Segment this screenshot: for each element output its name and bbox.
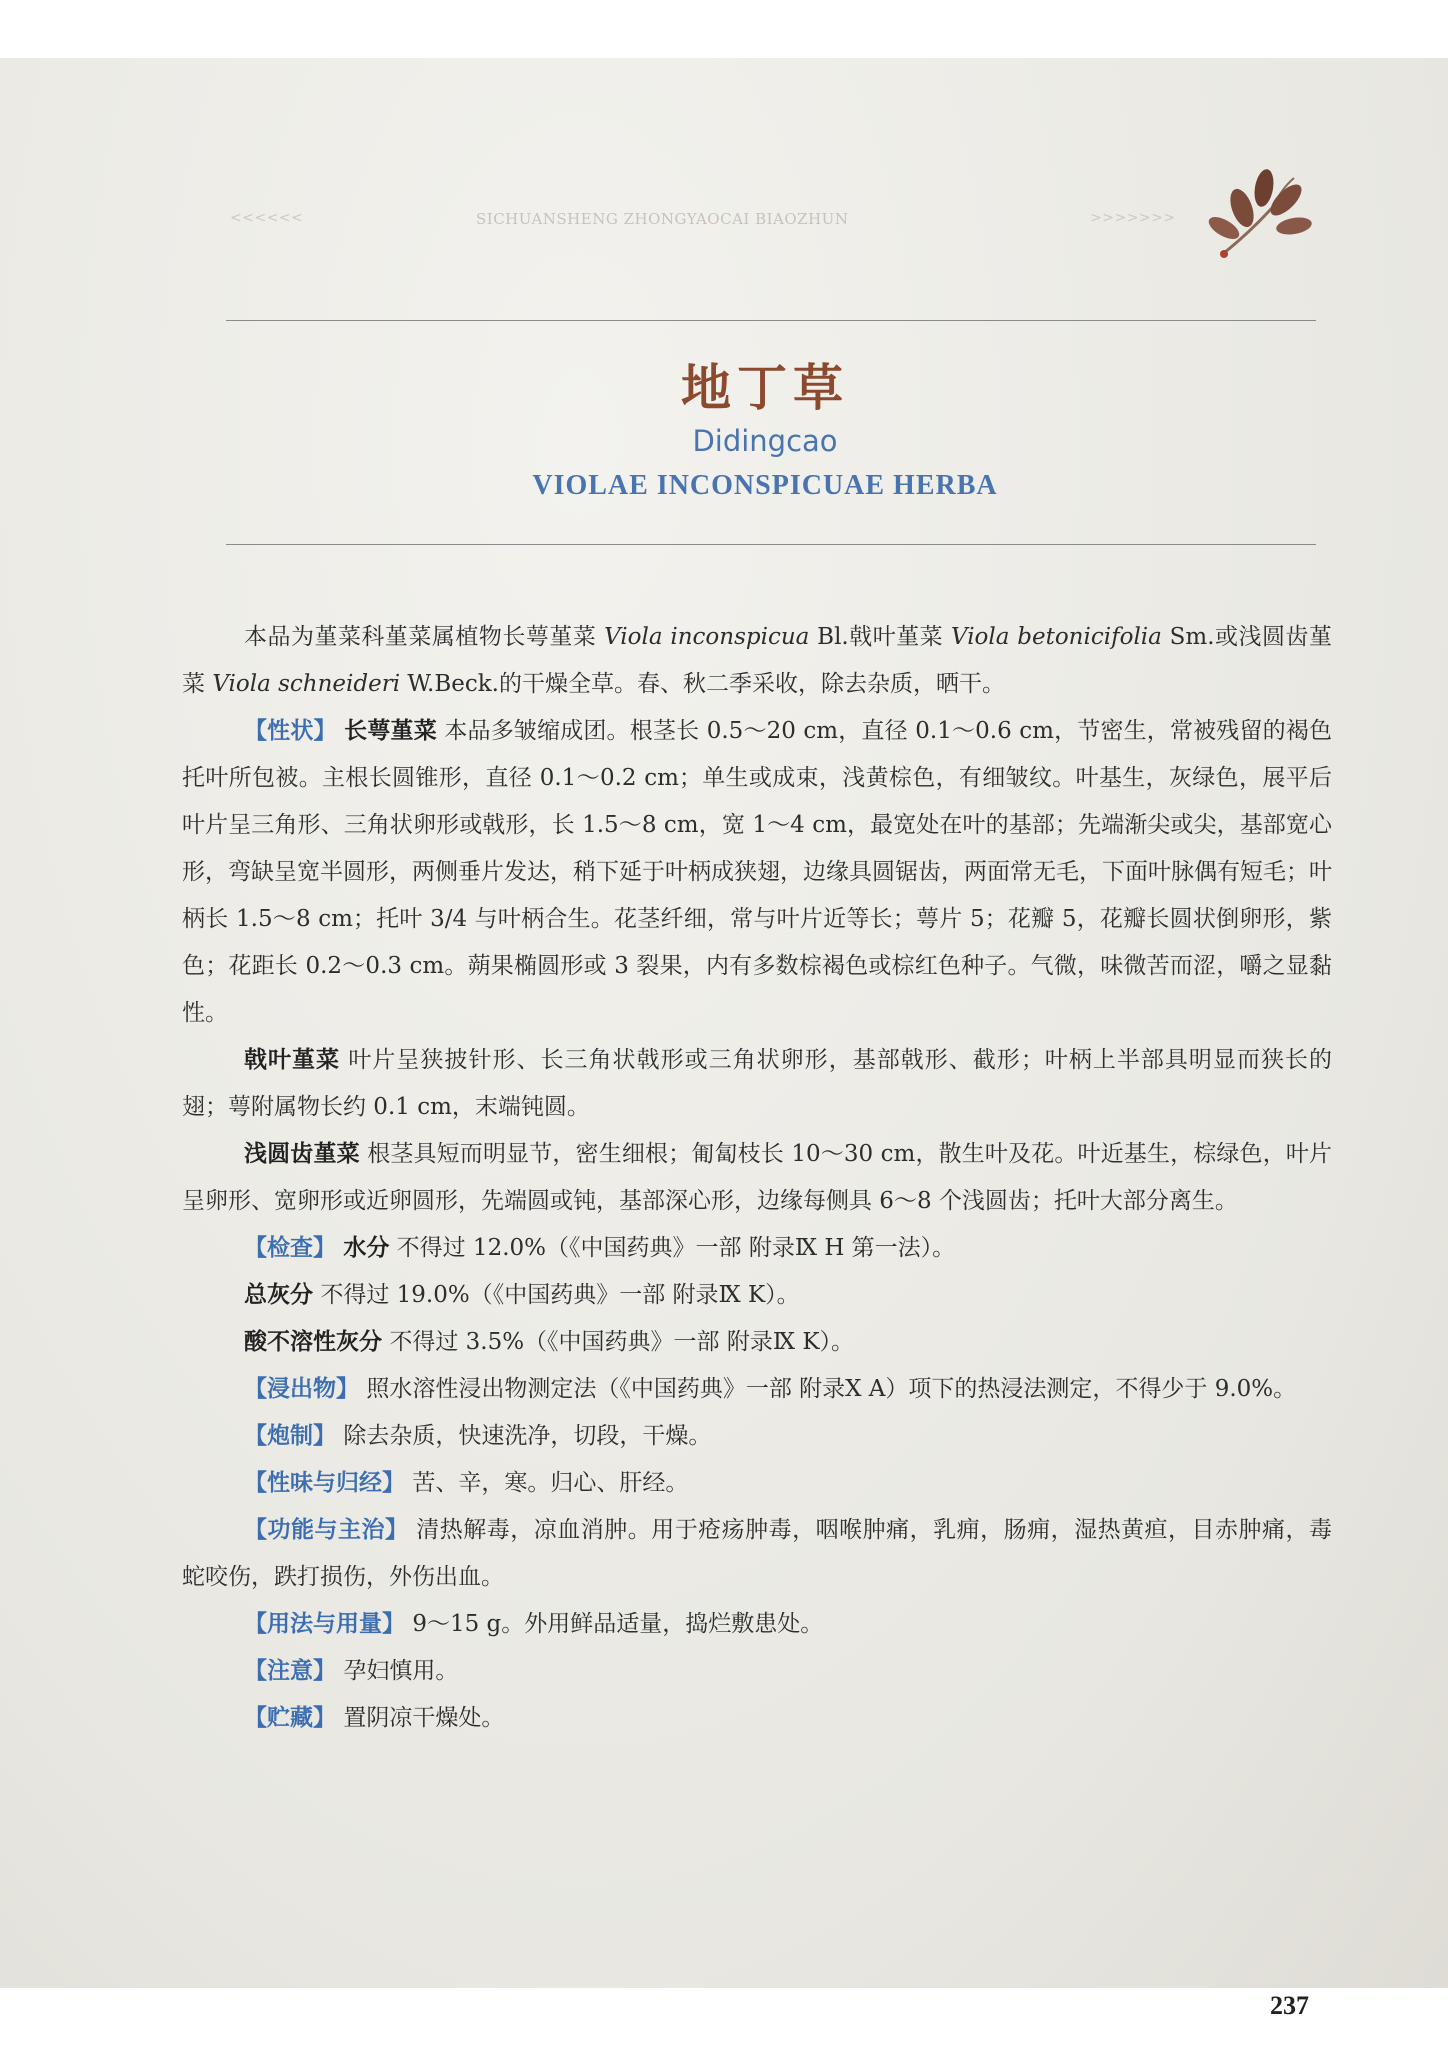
book-page (0, 58, 1448, 2020)
right-arrows-ornament: >>>>>>> (1090, 210, 1176, 226)
section-text: 照水溶性浸出物测定法（《中国药典》一部 附录Ⅹ A）项下的热浸法测定，不得少于 9.0%。 (366, 1376, 1297, 1402)
title-latin: VIOLAE INCONSPICUAE HERBA (532, 470, 998, 501)
section-text: 本品多皱缩成团。根茎长 0.5～20 cm，直径 0.1～0.6 cm，节密生，常被残留的褐色托叶所包被。主根长圆锥形，直径 0.1～0.2 cm；单生或成束，浅黄棕色，有细皱纹。叶基生，灰绿色，展平后叶片呈三角形、三角状卵形或戟形，长 1.5～8 cm，宽 1～4 cm，最宽处在叶的基部；先端渐尖或尖，基部宽心形，弯缺呈宽半圆形，两侧垂片发达，稍下延于叶柄成狭翅，边缘具圆锯齿，两面常无毛，下面叶脉偶有短毛；叶柄长 1.5～8 cm；托叶 3/4 与叶柄合生。花茎纤细，常与叶片近等长；萼片 5；花瓣 5，花瓣长圆状倒卵形，紫色；花距长 0.2～0.3 cm。蒴果椭圆形或 3 裂果，内有多数棕褐色或棕红色种子。气微，味微苦而涩，嚼之显黏性。 (182, 718, 1332, 1026)
intro-paragraph (182, 614, 1332, 708)
section-label: 【浸出物】 (244, 1376, 359, 1402)
section-zhucang (182, 1695, 1332, 1742)
section-text: 孕妇慎用。 (343, 1658, 459, 1684)
section-jinchuwu (182, 1366, 1332, 1413)
title-chinese: 地丁草 (681, 358, 849, 417)
running-title: SICHUANSHENG ZHONGYAOCAI BIAOZHUN (476, 210, 849, 228)
running-header (200, 210, 1200, 234)
bottom-divider (226, 544, 1316, 545)
subheading: 戟叶堇菜 (244, 1047, 341, 1073)
section-label: 【用法与用量】 (244, 1611, 405, 1637)
subheading: 总灰分 (244, 1282, 313, 1308)
section-label: 【性状】 (244, 718, 337, 744)
intro-text-2: Bl.戟叶堇菜 (809, 624, 951, 650)
section-text: 根茎具短而明显节，密生细根；匍匐枝长 10～30 cm，散生叶及花。叶近基生，棕绿色，叶片呈卵形、宽卵形或近卵圆形，先端圆或钝，基部深心形，边缘每侧具 6～8 个浅圆齿；托叶大部分离生。 (182, 1141, 1333, 1214)
latin-name-3: Viola schneideri (212, 671, 401, 697)
latin-name-1: Viola inconspicua (604, 624, 810, 650)
section-text: 9～15 g。外用鲜品适量，捣烂敷患处。 (412, 1611, 824, 1637)
section-zonghuifen (182, 1272, 1332, 1319)
leaf-sprig-icon (1194, 158, 1314, 268)
intro-text-3: Sm.或浅圆齿堇菜 (182, 624, 1332, 697)
section-text: 除去杂质，快速洗净，切段，干燥。 (343, 1423, 712, 1449)
section-text: 置阴凉干燥处。 (343, 1705, 505, 1731)
monograph-body (182, 614, 1332, 1742)
section-text: 不得过 12.0%（《中国药典》一部 附录Ⅸ H 第一法）。 (396, 1235, 956, 1261)
section-yongfa (182, 1601, 1332, 1648)
page-number: 237 (1270, 1991, 1309, 2020)
intro-text-1: 本品为堇菜科堇菜属植物长萼堇菜 (244, 624, 605, 650)
section-qianyuanchi (182, 1131, 1332, 1225)
section-label: 【检查】 (244, 1235, 336, 1261)
section-label: 【注意】 (244, 1658, 336, 1684)
subheading: 浅圆齿堇菜 (244, 1141, 360, 1167)
latin-name-2: Viola betonicifolia (950, 624, 1162, 650)
section-jiye (182, 1037, 1332, 1131)
section-gongneng (182, 1507, 1332, 1601)
top-divider (226, 320, 1316, 321)
subheading: 水分 (343, 1235, 390, 1261)
section-text: 叶片呈狭披针形、长三角状戟形或三角状卵形，基部戟形、截形；叶柄上半部具明显而狭长的翅；萼附属物长约 0.1 cm，末端钝圆。 (182, 1047, 1333, 1120)
section-jiancha (182, 1225, 1332, 1272)
title-pinyin: Didingcao (692, 424, 838, 458)
section-suanburong (182, 1319, 1332, 1366)
section-label: 【功能与主治】 (244, 1517, 409, 1543)
section-text: 不得过 19.0%（《中国药典》一部 附录Ⅸ K）。 (320, 1282, 800, 1308)
section-xingzhuang (182, 708, 1332, 1037)
section-text: 清热解毒，凉血消肿。用于疮疡肿毒，咽喉肿痛，乳痈，肠痈，湿热黄疸，目赤肿痛，毒蛇咬伤，跌打损伤，外伤出血。 (182, 1517, 1333, 1590)
subheading: 长萼堇菜 (344, 718, 437, 744)
section-label: 【炮制】 (244, 1423, 336, 1449)
subheading: 酸不溶性灰分 (244, 1329, 382, 1355)
intro-text-4: W.Beck.的干燥全草。春、秋二季采收，除去杂质，晒干。 (400, 671, 1005, 697)
section-label: 【贮藏】 (244, 1705, 336, 1731)
section-paozhi (182, 1413, 1332, 1460)
section-xingwei (182, 1460, 1332, 1507)
left-arrows-ornament: <<<<<< (230, 210, 304, 226)
section-text: 不得过 3.5%（《中国药典》一部 附录Ⅸ K）。 (389, 1329, 855, 1355)
section-text: 苦、辛，寒。归心、肝经。 (412, 1470, 689, 1496)
section-zhuyi (182, 1648, 1332, 1695)
section-label: 【性味与归经】 (244, 1470, 405, 1496)
